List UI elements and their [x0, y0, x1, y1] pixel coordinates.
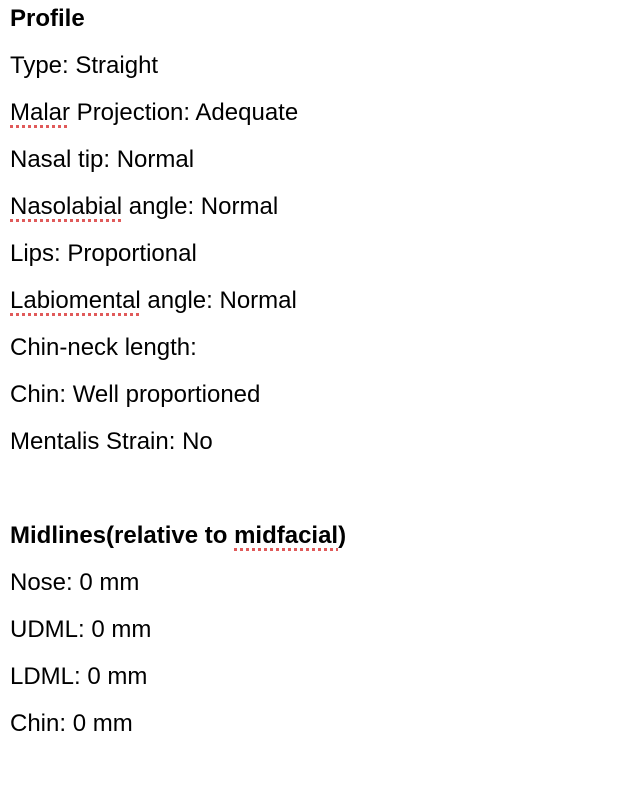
malar-projection-text: Projection: Adequate: [70, 99, 299, 126]
profile-heading: Profile: [10, 5, 85, 32]
midlines-heading: [10, 517, 610, 564]
blank-line: [10, 470, 610, 517]
nasolabial-angle-text: angle: Normal: [122, 193, 279, 220]
misspelled-word-labiomental[interactable]: Labiomental: [10, 287, 141, 314]
profile-lips: Lips: Proportional: [10, 240, 197, 267]
midlines-heading-end: ): [338, 522, 347, 549]
midlines-ldml: LDML: 0 mm: [10, 663, 148, 690]
misspelled-word-midfacial[interactable]: midfacial: [234, 522, 339, 549]
profile-labiomental-angle: [10, 282, 610, 329]
misspelled-word-malar[interactable]: Malar: [10, 99, 71, 126]
profile-nasal-tip: Nasal tip: Normal: [10, 146, 195, 173]
midlines-heading-start: Midlines(relative to: [10, 522, 235, 549]
profile-chin-neck-length: Chin-neck length:: [10, 334, 197, 361]
profile-mentalis-strain: Mentalis Strain: No: [10, 428, 213, 455]
document-body: [10, 0, 610, 752]
profile-malar-projection: [10, 94, 610, 141]
labiomental-angle-text: angle: Normal: [140, 287, 297, 314]
midlines-chin: Chin: 0 mm: [10, 710, 133, 737]
profile-chin: Chin: Well proportioned: [10, 381, 261, 408]
midlines-udml: UDML: 0 mm: [10, 616, 152, 643]
profile-type: Type: Straight: [10, 52, 159, 79]
midlines-nose: Nose: 0 mm: [10, 569, 140, 596]
misspelled-word-nasolabial[interactable]: Nasolabial: [10, 193, 123, 220]
profile-nasolabial-angle: [10, 188, 610, 235]
